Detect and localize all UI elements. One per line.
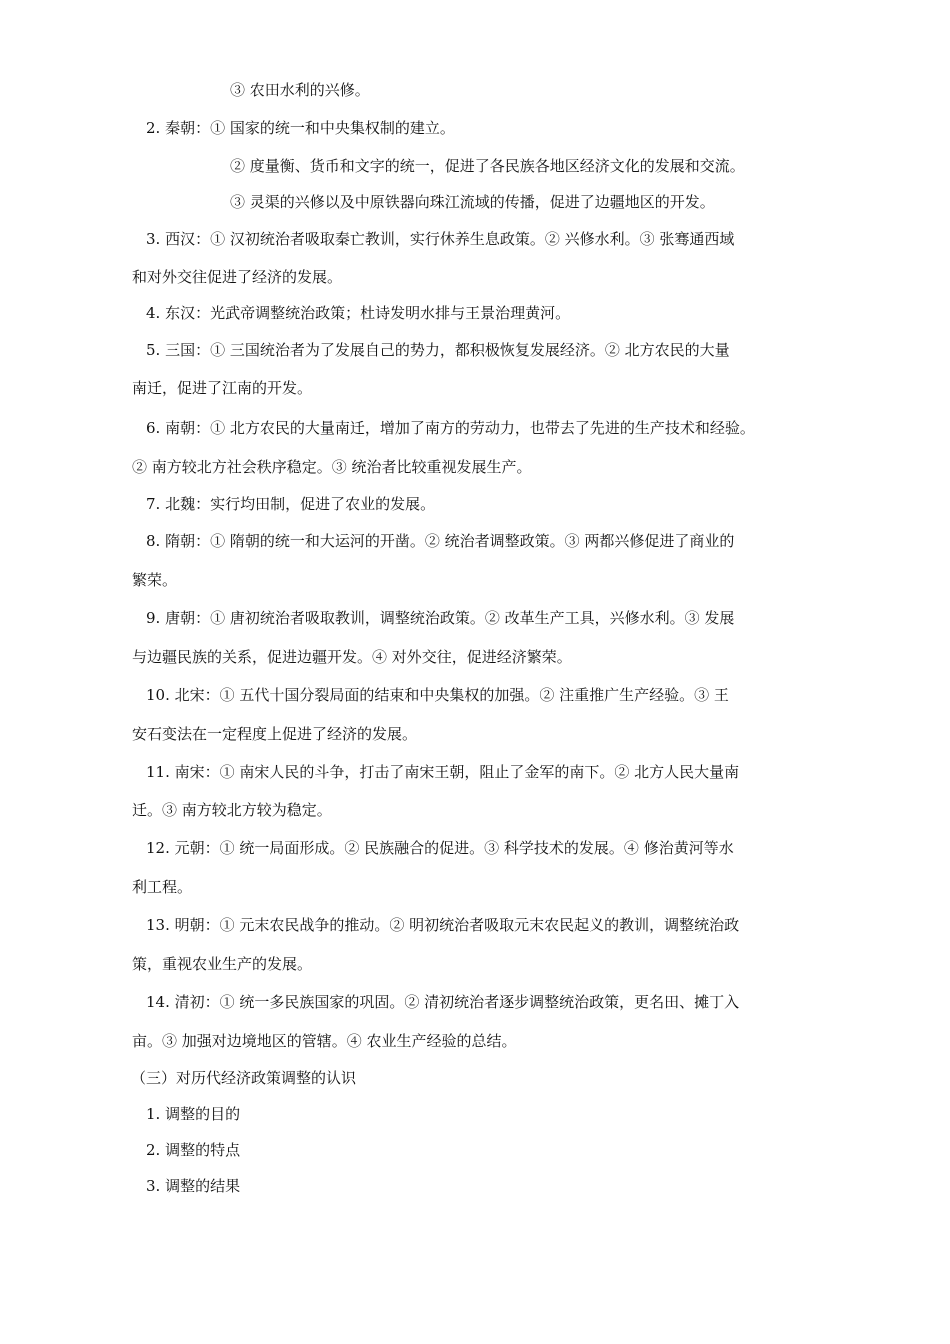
text-line: 2. 调整的特点 — [146, 1141, 241, 1159]
text-line: 3. 调整的结果 — [146, 1177, 241, 1195]
text-line: 9. 唐朝：① 唐初统治者吸取教训，调整统治政策。② 改革生产工具，兴修水利。③ 发展 — [146, 609, 735, 627]
text-line: 13. 明朝：① 元末农民战争的推动。② 明初统治者吸取元末农民起义的教训，调整统治政 — [146, 916, 740, 934]
text-line: 4. 东汉：光武帝调整统治政策；杜诗发明水排与王景治理黄河。 — [146, 304, 571, 322]
text-line: 6. 南朝：① 北方农民的大量南迁，增加了南方的劳动力，也带去了先进的生产技术和经验。 — [146, 419, 755, 437]
text-line: 12. 元朝：① 统一局面形成。② 民族融合的促进。③ 科学技术的发展。④ 修治黄河等水 — [146, 839, 734, 857]
text-line: 和对外交往促进了经济的发展。 — [132, 268, 343, 286]
text-line: ③ 灵渠的兴修以及中原铁器向珠江流域的传播，促进了边疆地区的开发。 — [230, 193, 715, 211]
text-line: 繁荣。 — [132, 571, 178, 589]
text-line: 10. 北宋：① 五代十国分裂局面的结束和中央集权的加强。② 注重推广生产经验。③ 王 — [146, 686, 729, 704]
text-line: 7. 北魏：实行均田制，促进了农业的发展。 — [146, 495, 436, 513]
text-line: ② 南方较北方社会秩序稳定。③ 统治者比较重视发展生产。 — [132, 458, 532, 476]
text-line: 2. 秦朝：① 国家的统一和中央集权制的建立。 — [146, 119, 455, 137]
section-heading: （三）对历代经济政策调整的认识 — [131, 1069, 357, 1087]
text-line: 迁。③ 南方较北方较为稳定。 — [132, 801, 332, 819]
text-line: 亩。③ 加强对边境地区的管辖。④ 农业生产经验的总结。 — [132, 1032, 517, 1050]
text-line: 14. 清初：① 统一多民族国家的巩固。② 清初统治者逐步调整统治政策，更名田、摊丁入 — [146, 993, 740, 1011]
text-line: ② 度量衡、货币和文字的统一，促进了各民族各地区经济文化的发展和交流。 — [230, 157, 745, 175]
text-line: ③ 农田水利的兴修。 — [230, 81, 370, 99]
text-line: 安石变法在一定程度上促进了经济的发展。 — [132, 725, 418, 743]
text-line: 8. 隋朝：① 隋朝的统一和大运河的开凿。② 统治者调整政策。③ 两都兴修促进了商业的 — [146, 532, 735, 550]
text-line: 策，重视农业生产的发展。 — [132, 955, 313, 973]
text-line: 5. 三国：① 三国统治者为了发展自己的势力，都积极恢复发展经济。② 北方农民的大量 — [146, 341, 730, 359]
text-line: 1. 调整的目的 — [146, 1105, 241, 1123]
text-line: 3. 西汉：① 汉初统治者吸取秦亡教训，实行休养生息政策。② 兴修水利。③ 张骞通西域 — [146, 230, 735, 248]
text-line: 11. 南宋：① 南宋人民的斗争，打击了南宋王朝，阻止了金军的南下。② 北方人民大量南 — [146, 763, 740, 781]
text-line: 利工程。 — [132, 878, 193, 896]
text-line: 南迁，促进了江南的开发。 — [132, 379, 313, 397]
text-line: 与边疆民族的关系，促进边疆开发。④ 对外交往，促进经济繁荣。 — [132, 648, 572, 666]
